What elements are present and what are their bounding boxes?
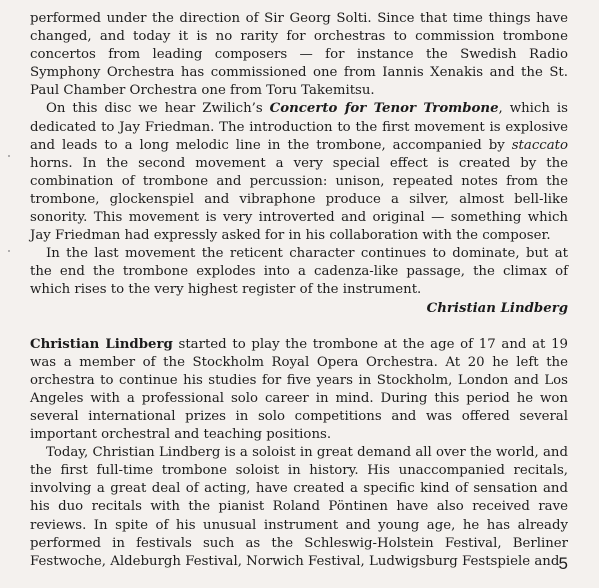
body-text xyxy=(30,10,568,571)
author-signature: Christian Lindberg xyxy=(426,300,568,316)
margin-speck xyxy=(8,250,10,252)
work-title: Concerto for Tenor Trombone xyxy=(269,101,499,117)
paragraph-biography xyxy=(30,336,568,445)
margin-speck xyxy=(8,155,10,157)
italic-term: staccato xyxy=(511,137,568,153)
paragraph-today: Today, Christian Lindberg is a soloist in great demand all over the world, and the first full-time trombone soloist in history. His unaccompanied recitals, involving a great deal of acting, have created a specific kind of sensation and his duo recitals with the pianist Roland Pöntinen have also received rave reviews. In spite of his unusual instrument and young age, he has already performed in festivals such as the Schleswig-Holstein Festival, Berliner Festwoche, Aldeburgh Festival, Norwich Festival, Ludwigsburg Festspiele and xyxy=(30,445,568,569)
paragraph-solti-intro: performed under the direction of Sir Georg Solti. Since that time things have changed, and today it is no rarity for orchestras to commission trombone concertos from leading composers — for instance the Swedish Radio Symphony Orchestra has commissioned one from Iannis Xenakis and the St. Paul Chamber Orchestra one from Toru Takemitsu. xyxy=(30,11,568,99)
paragraph-segment: started to play the trombone at the age of 17 and at 19 was a member of the Stockholm Royal Opera Orchestra. At 20 he left the orchestra to continue his studies for five years in Stockholm, London and Los Angeles with a professional solo career in mind. During this period he won several international prizes in solo competitions and was offered several important orchestral and teaching positions. xyxy=(30,336,568,443)
page-number: 5 xyxy=(558,554,568,573)
paragraph-segment: , which is dedicated to Jay Friedman. The introduction to the first movement is explosive and leads to a long melodic line in the trombone, accompanied by xyxy=(30,101,568,153)
paragraph-segment: horns. In the second movement a very special effect is created by the combination of trombone and percussion: unison, repeated notes from the trombone, glockenspiel and vibraphone produce a silver, almost bell-like sonority. This movement is very introverted and original — something which Jay Friedman had expressly asked for in his collaboration with the composer. xyxy=(30,155,568,244)
paragraph-last-movement: In the last movement the reticent character continues to dominate, but at the end the trombone explodes into a cadenza-like passage, the climax of which rises to the very highest register of the instrument. xyxy=(30,246,568,298)
paragraph-zwilich-concerto xyxy=(30,100,568,245)
biography-name: Christian Lindberg xyxy=(30,336,173,352)
paragraph-segment: On this disc we hear Zwilich’s xyxy=(46,101,270,117)
